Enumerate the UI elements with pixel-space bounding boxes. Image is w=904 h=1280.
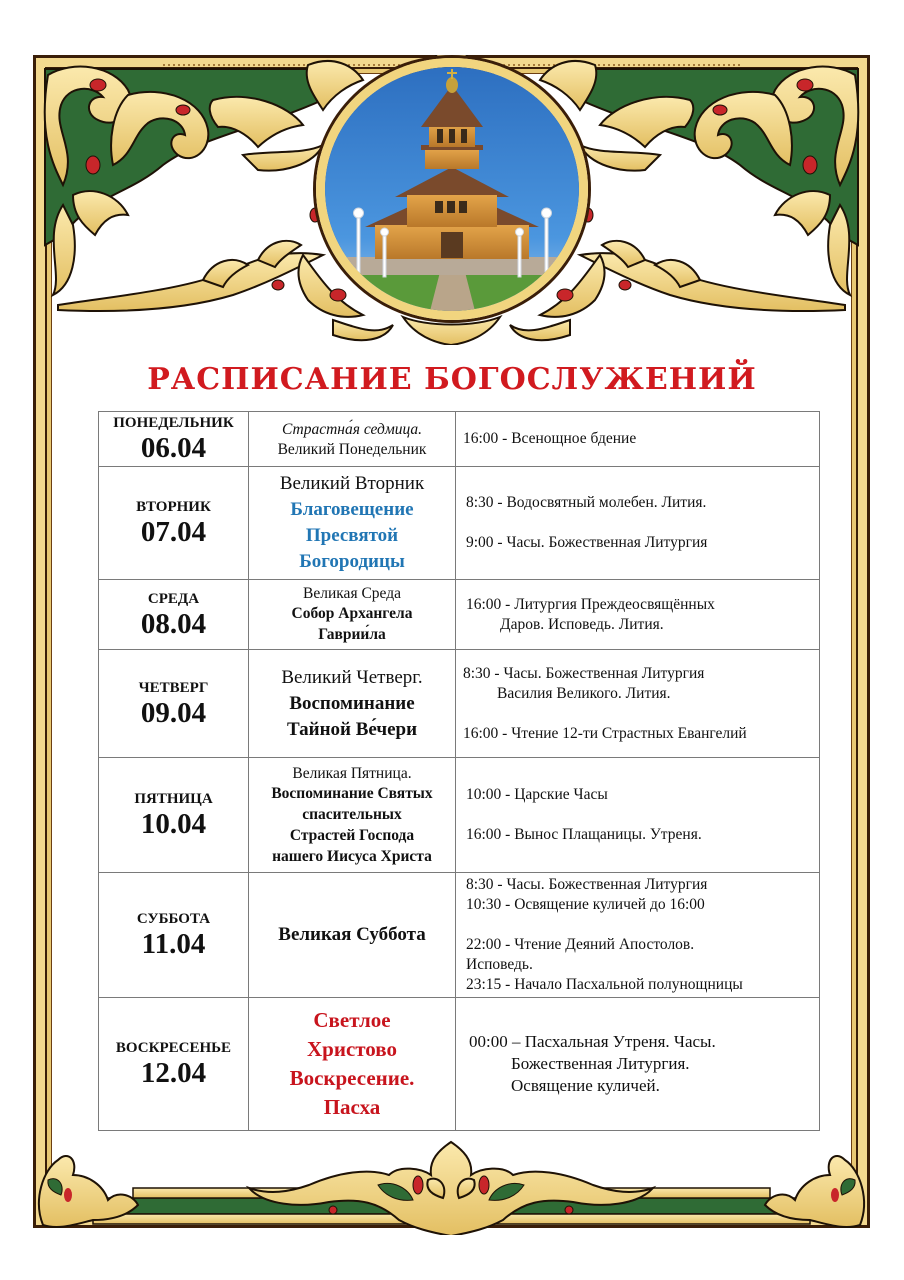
- service-line: Божественная Литургия.: [511, 1054, 690, 1073]
- table-row: [99, 998, 820, 1131]
- day-cell: [99, 873, 249, 998]
- services-cell: [456, 580, 820, 650]
- day-date: 11.04: [141, 928, 206, 960]
- feast-cell: [249, 650, 456, 758]
- day-name: ВТОРНИК: [136, 499, 211, 515]
- church-photo-icon: [325, 67, 579, 311]
- service-line: Василия Великого. Лития.: [497, 684, 671, 702]
- feast-cell: [249, 873, 456, 998]
- feast-line: нашего Иисуса Христа: [272, 847, 432, 865]
- service-line: Освящение куличей.: [511, 1076, 660, 1095]
- feast-highlight: Пасха: [323, 1095, 381, 1119]
- schedule-table: [98, 411, 820, 1131]
- feast-line: Воспоминание: [289, 692, 415, 714]
- feast-cell: [249, 467, 456, 580]
- service-line: 00:00 – Пасхальная Утреня. Часы.: [469, 1032, 716, 1051]
- feast-line: Великая Среда: [303, 585, 401, 602]
- table-row: [99, 650, 820, 758]
- feast-highlight: Христово: [307, 1037, 397, 1061]
- day-date: 12.04: [140, 1057, 207, 1089]
- services-cell: [456, 873, 820, 998]
- feast-highlight: Пресвятой: [305, 525, 399, 546]
- feast-line: Тайной Ве́чери: [286, 718, 418, 740]
- table-row: [99, 412, 820, 467]
- feast-cell: [249, 998, 456, 1131]
- page-title: РАСПИСАНИЕ БОГОСЛУЖЕНИЙ: [147, 362, 757, 397]
- services-cell: [456, 467, 820, 580]
- church-medallion: [316, 58, 588, 320]
- feast-cell: [249, 758, 456, 873]
- table-row: [99, 580, 820, 650]
- feast-line: Великий Вторник: [279, 473, 425, 494]
- day-date: 07.04: [140, 516, 207, 548]
- feast-line: Гаврии́ла: [318, 626, 386, 643]
- service-line: 23:15 - Начало Пасхальной полунощницы: [466, 976, 743, 993]
- day-cell: [99, 998, 249, 1131]
- day-date: 09.04: [140, 696, 207, 729]
- day-name: ПЯТНИЦА: [134, 791, 213, 807]
- bottom-ornament-band: [33, 1140, 870, 1235]
- service-line: 8:30 - Часы. Божественная Литургия: [466, 876, 708, 893]
- day-name: ПОНЕДЕЛЬНИК: [113, 415, 234, 431]
- feast-line: Страстей Господа: [289, 826, 415, 844]
- service-line: Даров. Исповедь. Лития.: [500, 615, 664, 633]
- feast-cell: [249, 412, 456, 467]
- services-cell: [456, 412, 820, 467]
- feast-line: Воспоминание Святых: [271, 784, 433, 802]
- feast-highlight: Светлое: [313, 1008, 391, 1032]
- feast-highlight: Воскресение.: [289, 1066, 415, 1090]
- service-line: Исповедь.: [466, 956, 533, 973]
- table-row: [99, 758, 820, 873]
- day-cell: [99, 580, 249, 650]
- service-line: 16:00 - Всенощное бдение: [463, 430, 637, 447]
- day-cell: [99, 650, 249, 758]
- day-name: ВОСКРЕСЕНЬЕ: [115, 1040, 232, 1056]
- service-line: 22:00 - Чтение Деяний Апостолов.: [466, 936, 695, 953]
- feast-line: спасительных: [302, 805, 402, 823]
- feast-line: Страстна́я седмица.: [281, 420, 423, 438]
- services-cell: [456, 758, 820, 873]
- table-row: [99, 873, 820, 998]
- feast-highlight: Благовещение: [290, 499, 414, 520]
- service-line: 16:00 - Чтение 12-ти Страстных Евангелий: [463, 724, 747, 742]
- day-date: 08.04: [140, 607, 207, 640]
- feast-line: Великая Пятница.: [292, 764, 412, 782]
- services-cell: [456, 650, 820, 758]
- feast-line: Великий Четверг.: [281, 666, 423, 688]
- service-line: 8:30 - Водосвятный молебен. Лития.: [466, 494, 707, 511]
- service-line: 10:00 - Царские Часы: [466, 786, 608, 803]
- day-cell: [99, 412, 249, 467]
- table-row: [99, 467, 820, 580]
- feast-highlight: Богородицы: [299, 551, 405, 572]
- service-line: 9:00 - Часы. Божественная Литургия: [466, 534, 708, 551]
- feast-line: Великая Суббота: [278, 924, 426, 945]
- day-cell: [99, 467, 249, 580]
- feast-cell: [249, 580, 456, 650]
- service-line: 16:00 - Вынос Плащаницы. Утреня.: [466, 826, 702, 843]
- feast-line: Собор Архангела: [291, 605, 413, 622]
- service-line: 16:00 - Литургия Преждеосвящённых: [466, 595, 715, 613]
- feast-line: Великий Понедельник: [277, 440, 427, 458]
- day-cell: [99, 758, 249, 873]
- day-name: СРЕДА: [147, 590, 200, 607]
- service-line: 8:30 - Часы. Божественная Литургия: [463, 664, 705, 682]
- day-date: 06.04: [140, 432, 207, 464]
- day-name: ЧЕТВЕРГ: [138, 679, 209, 696]
- services-cell: [456, 998, 820, 1131]
- day-name: СУББОТА: [136, 911, 211, 927]
- service-line: 10:30 - Освящение куличей до 16:00: [466, 896, 705, 913]
- day-date: 10.04: [140, 808, 207, 840]
